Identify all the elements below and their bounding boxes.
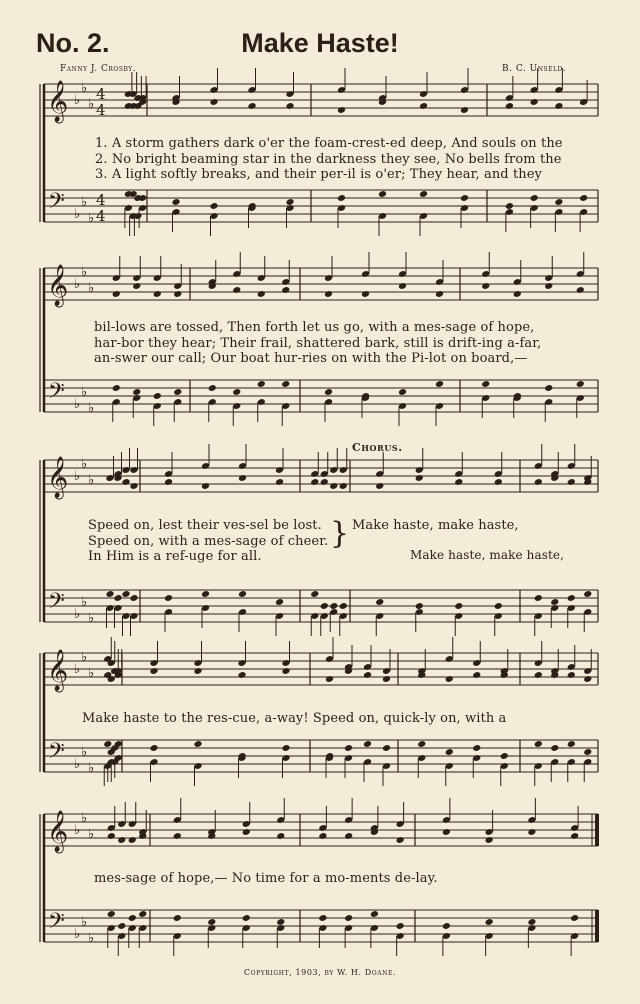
notehead: [534, 671, 543, 679]
treble-clef: 𝄞: [47, 81, 69, 122]
flat-sign: ♭: [74, 207, 81, 222]
notehead: [324, 388, 333, 396]
flat-sign: ♭: [88, 931, 95, 946]
lyricist-credit: Fanny J. Crosby.: [60, 64, 137, 74]
chorus-line-1: Make haste to the res-cue, a-way! Speed on, quick-ly on, with a: [82, 711, 507, 726]
verse-1-line-3: Speed on, lest their ves-sel be lost.: [88, 518, 322, 533]
notehead: [173, 290, 182, 298]
notehead: [138, 910, 147, 918]
notehead: [285, 198, 294, 206]
notehead: [247, 102, 256, 110]
flat-sign: ♭: [81, 265, 88, 280]
notehead: [132, 388, 141, 396]
chorus-bass-line: Make haste, make haste,: [410, 548, 565, 562]
flat-sign: ♭: [81, 811, 88, 826]
notehead: [417, 740, 426, 748]
notehead: [375, 482, 384, 490]
notehead: [481, 380, 490, 388]
notehead: [173, 832, 182, 840]
notehead: [472, 671, 481, 679]
flat-sign: ♭: [81, 457, 88, 472]
notehead: [554, 102, 563, 110]
hymn-title: Make Haste!: [241, 28, 399, 58]
notehead: [128, 914, 137, 922]
notehead: [285, 102, 294, 110]
notehead: [232, 286, 241, 294]
verse-3-line-3: In Him is a ref-uge for all.: [88, 549, 262, 564]
notehead: [460, 106, 469, 114]
notehead: [132, 282, 141, 290]
notehead: [576, 286, 585, 294]
verse-2-line-3: Speed on, with a mes-sage of cheer.: [88, 534, 329, 549]
notehead: [275, 478, 284, 486]
verse-3-line-2: an-swer our call; Our boat hur-ries on with the Pi-lot on board,—: [94, 351, 528, 366]
notehead: [530, 98, 539, 106]
flat-sign: ♭: [74, 823, 81, 838]
notehead: [472, 744, 481, 752]
bass-clef: 𝄢: [48, 189, 65, 219]
verse-3-line-1: 3. A light softly breaks, and their per-il is o'er; They hear, and they: [95, 167, 542, 182]
notehead: [344, 914, 353, 922]
notehead: [445, 748, 454, 756]
flat-sign: ♭: [88, 827, 95, 842]
notehead: [339, 482, 348, 490]
verse-1-line-2: bil-lows are tossed, Then forth let us go, with a mes-sage of hope,: [94, 320, 535, 335]
notehead: [454, 478, 463, 486]
notehead: [534, 740, 543, 748]
notehead: [193, 740, 202, 748]
hymn-number: No. 2.: [36, 28, 110, 58]
notehead: [550, 744, 559, 752]
notehead: [530, 194, 539, 202]
flat-sign: ♭: [88, 761, 95, 776]
notehead: [435, 380, 444, 388]
notehead: [576, 380, 585, 388]
notehead: [128, 836, 137, 844]
notehead: [419, 102, 428, 110]
notehead: [363, 671, 372, 679]
flat-sign: ♭: [74, 927, 81, 942]
notehead: [281, 744, 290, 752]
notehead: [149, 667, 158, 675]
flat-sign: ♭: [81, 81, 88, 96]
notehead: [570, 914, 579, 922]
notehead: [171, 198, 180, 206]
notehead: [500, 752, 509, 760]
verse-2-line-2: har-bor they hear; Their frail, shattered bark, still is drift-ing a-far,: [94, 336, 542, 351]
notehead: [344, 832, 353, 840]
time-sig: 4: [96, 101, 106, 119]
notehead: [337, 106, 346, 114]
notehead: [117, 836, 126, 844]
flat-sign: ♭: [74, 93, 81, 108]
notehead: [361, 290, 370, 298]
notehead: [310, 478, 319, 486]
notehead: [318, 914, 327, 922]
notehead: [567, 740, 576, 748]
notehead: [112, 384, 121, 392]
flat-sign: ♭: [74, 397, 81, 412]
notehead: [570, 832, 579, 840]
notehead: [310, 590, 319, 598]
notehead: [550, 598, 559, 606]
flat-sign: ♭: [88, 666, 95, 681]
notehead: [257, 290, 266, 298]
notehead: [164, 478, 173, 486]
notehead: [324, 290, 333, 298]
notehead: [242, 828, 251, 836]
notehead: [339, 602, 348, 610]
flat-sign: ♭: [81, 915, 88, 930]
notehead: [121, 478, 130, 486]
notehead: [103, 740, 112, 748]
bass-clef: 𝄢: [48, 379, 65, 409]
flat-sign: ♭: [81, 595, 88, 610]
notehead: [494, 478, 503, 486]
notehead: [363, 740, 372, 748]
flat-sign: ♭: [88, 211, 95, 226]
notehead: [320, 478, 329, 486]
flat-sign: ♭: [81, 745, 88, 760]
notehead: [583, 748, 592, 756]
verse-1-line-1: 1. A storm gathers dark o'er the foam-crest-ed deep, And souls on the: [95, 136, 563, 151]
notehead: [344, 744, 353, 752]
notehead: [238, 590, 247, 598]
bass-clef: 𝄢: [48, 739, 65, 769]
composer-credit: B. C. Unseld.: [502, 64, 567, 74]
notehead: [173, 388, 182, 396]
verse-2-line-1: 2. No bright beaming star in the darkness they see, No bells from the: [95, 152, 562, 167]
notehead: [237, 671, 246, 679]
notehead: [112, 290, 121, 298]
notehead: [481, 282, 490, 290]
notehead: [337, 194, 346, 202]
notehead: [281, 380, 290, 388]
notehead: [129, 594, 138, 602]
notehead: [382, 744, 391, 752]
notehead: [454, 602, 463, 610]
notehead: [201, 590, 210, 598]
notehead: [281, 286, 290, 294]
notehead: [232, 388, 241, 396]
flat-sign: ♭: [74, 607, 81, 622]
notehead: [207, 918, 216, 926]
notehead: [242, 914, 251, 922]
notehead: [208, 384, 217, 392]
treble-clef: 𝄞: [47, 650, 69, 691]
treble-clef: 𝄞: [47, 265, 69, 306]
flat-sign: ♭: [88, 97, 95, 112]
notehead: [173, 914, 182, 922]
notehead: [396, 922, 405, 930]
notehead: [318, 832, 327, 840]
notehead: [544, 384, 553, 392]
notehead: [583, 590, 592, 598]
notehead: [567, 478, 576, 486]
notehead: [534, 478, 543, 486]
flat-sign: ♭: [74, 469, 81, 484]
notehead: [579, 194, 588, 202]
notehead: [398, 282, 407, 290]
notehead: [113, 594, 122, 602]
notehead: [107, 910, 116, 918]
notehead: [105, 590, 114, 598]
notehead: [460, 194, 469, 202]
time-sig: 4: [96, 85, 106, 103]
notehead: [193, 667, 202, 675]
notehead: [149, 744, 158, 752]
notehead: [129, 482, 138, 490]
notehead: [164, 594, 173, 602]
flat-sign: ♭: [74, 757, 81, 772]
notehead: [442, 828, 451, 836]
notehead: [276, 832, 285, 840]
chorus-label: Chorus.: [352, 441, 403, 454]
notehead: [329, 482, 338, 490]
chorus-line-2: mes-sage of hope,— No time for a mo-ments de-lay.: [94, 871, 438, 886]
notehead: [107, 832, 116, 840]
notehead: [396, 836, 405, 844]
notehead: [238, 474, 247, 482]
notehead: [370, 910, 379, 918]
notehead: [415, 602, 424, 610]
notehead: [527, 918, 536, 926]
time-sig: 4: [96, 207, 106, 225]
notehead: [329, 602, 338, 610]
notehead: [320, 602, 329, 610]
bass-clef: 𝄢: [48, 909, 65, 939]
time-sig: 4: [96, 191, 106, 209]
notehead: [583, 675, 592, 683]
notehead: [435, 290, 444, 298]
verse-brace: }: [330, 516, 350, 551]
notehead: [378, 190, 387, 198]
flat-sign: ♭: [81, 650, 88, 665]
notehead: [325, 675, 334, 683]
flat-sign: ♭: [81, 195, 88, 210]
bass-clef: 𝄢: [48, 589, 65, 619]
notehead: [485, 836, 494, 844]
notehead: [567, 671, 576, 679]
notehead: [485, 918, 494, 926]
notehead: [382, 675, 391, 683]
notehead: [276, 918, 285, 926]
notehead: [398, 388, 407, 396]
notehead: [209, 202, 218, 210]
notehead: [153, 392, 162, 400]
notehead: [442, 922, 451, 930]
flat-sign: ♭: [88, 473, 95, 488]
notehead: [415, 474, 424, 482]
notehead: [275, 598, 284, 606]
notehead: [513, 290, 522, 298]
notehead: [281, 667, 290, 675]
notehead: [544, 282, 553, 290]
notehead: [117, 922, 126, 930]
notehead: [209, 98, 218, 106]
flat-sign: ♭: [88, 281, 95, 296]
notehead: [534, 594, 543, 602]
notehead: [375, 598, 384, 606]
notehead: [494, 602, 503, 610]
notehead: [257, 380, 266, 388]
treble-clef: 𝄞: [47, 457, 69, 498]
notehead: [567, 594, 576, 602]
flat-sign: ♭: [81, 385, 88, 400]
flat-sign: ♭: [88, 611, 95, 626]
notehead: [554, 198, 563, 206]
flat-sign: ♭: [88, 401, 95, 416]
copyright-notice: Copyright, 1903, by W. H. Doane.: [243, 968, 397, 977]
notehead: [505, 102, 514, 110]
notehead: [153, 290, 162, 298]
treble-clef: 𝄞: [47, 811, 69, 852]
notehead: [419, 190, 428, 198]
notehead: [201, 482, 210, 490]
flat-sign: ♭: [74, 662, 81, 677]
flat-sign: ♭: [74, 277, 81, 292]
chorus-soprano-line: Make haste, make haste,: [352, 518, 519, 533]
notehead: [121, 590, 130, 598]
notehead: [445, 675, 454, 683]
notehead: [505, 202, 514, 210]
notehead: [527, 828, 536, 836]
